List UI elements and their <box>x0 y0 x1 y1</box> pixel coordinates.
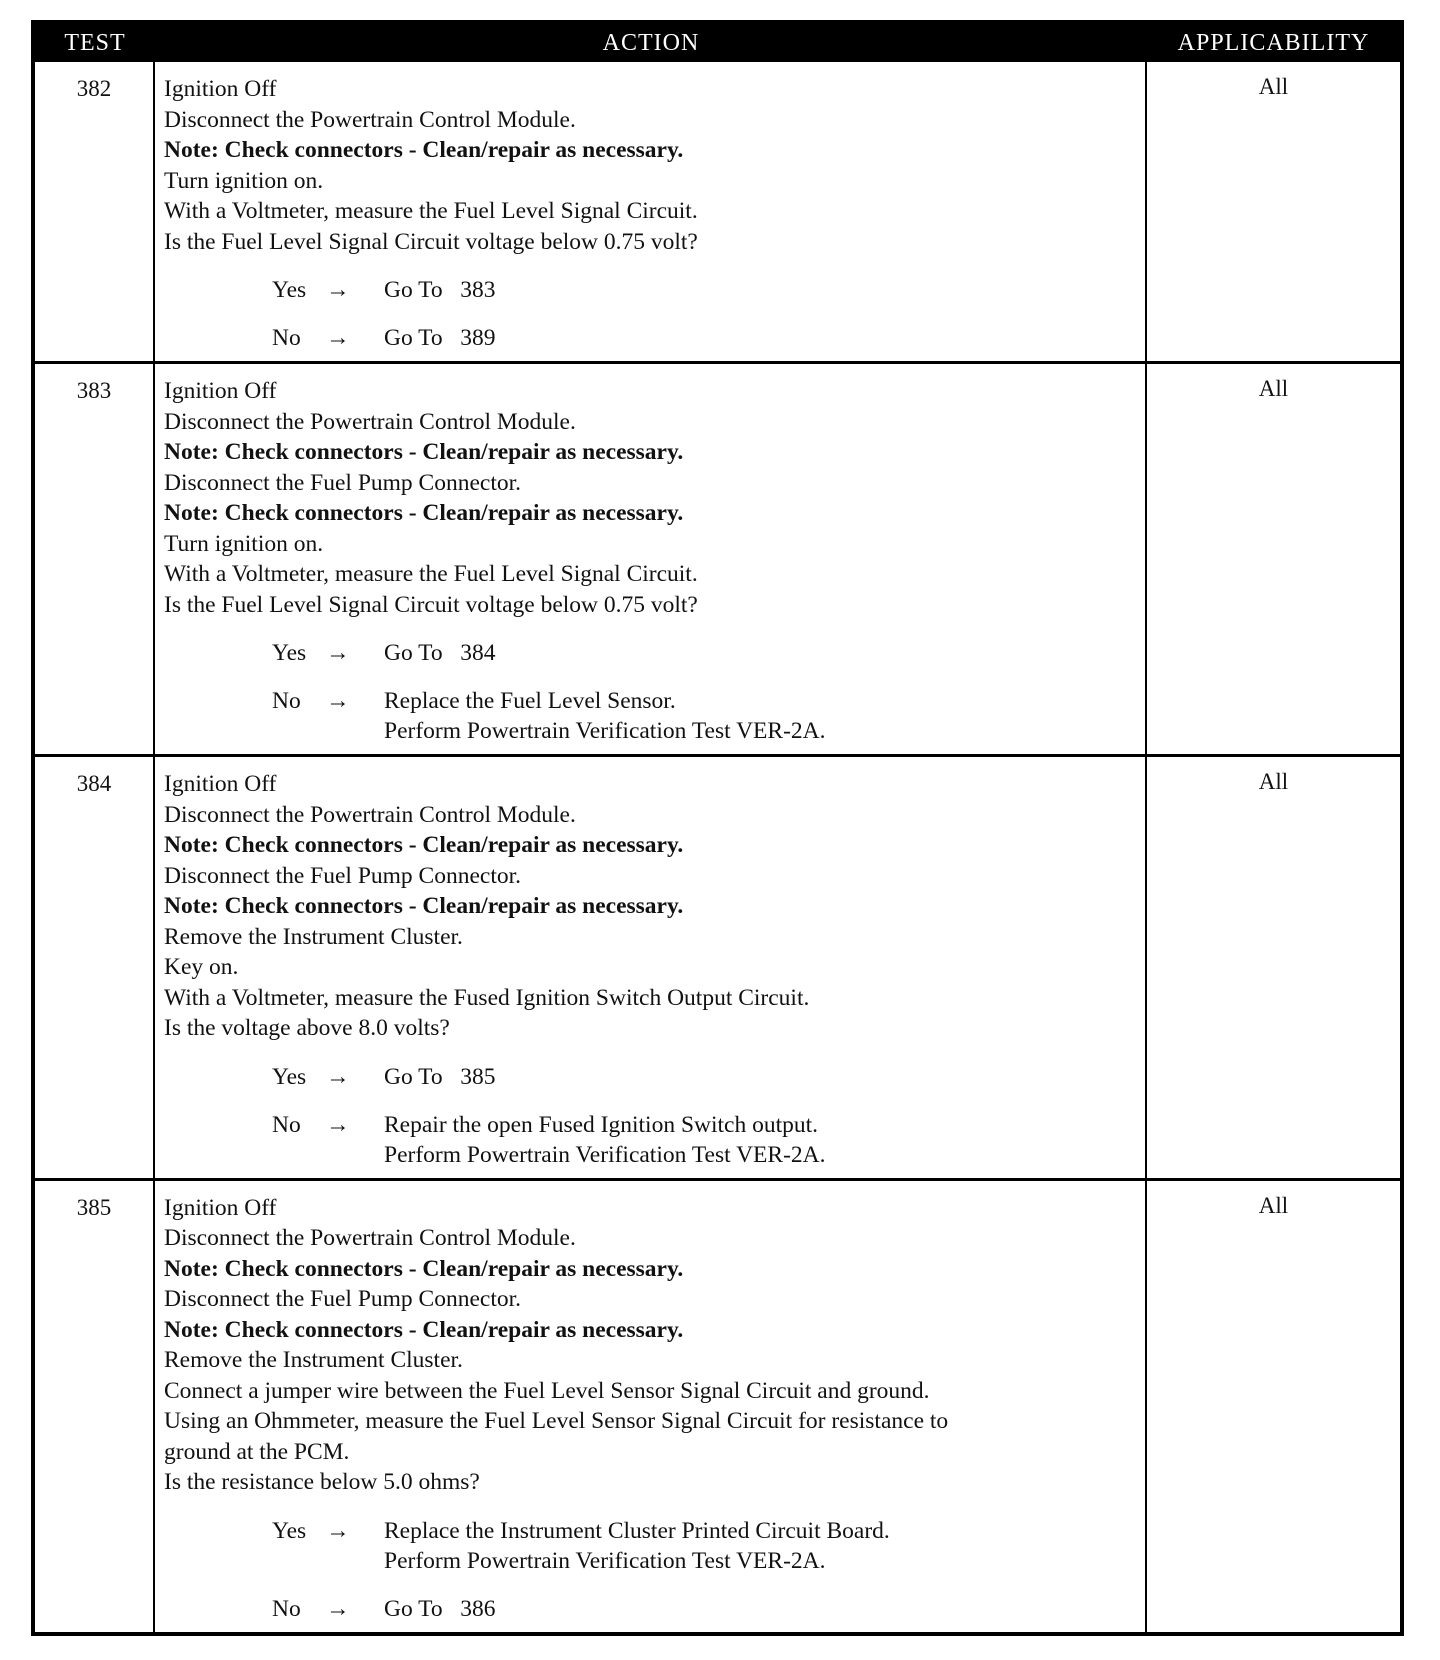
table-row <box>35 1178 1400 1632</box>
action-step: Turn ignition on. <box>164 167 324 194</box>
action-step: With a Voltmeter, measure the Fuel Level Signal Circuit. <box>164 561 698 587</box>
action-step: Is the resistance below 5.0 ohms? <box>164 1469 480 1495</box>
outcome-result <box>384 1062 1137 1092</box>
outcome-yes <box>164 1062 1137 1092</box>
action-step: Turn ignition on. <box>164 530 324 557</box>
action-note: Note: Check connectors - Clean/repair as necessary. <box>164 439 684 465</box>
action-step: Disconnect the Fuel Pump Connector. <box>164 1286 522 1312</box>
outcome-result-line: Perform Powertrain Verification Test VER-2A. <box>384 1141 826 1168</box>
action-step: Ignition Off <box>164 378 277 404</box>
action-step: Disconnect the Powertrain Control Module. <box>164 801 576 828</box>
action-note: Note: Check connectors - Clean/repair as necessary. <box>164 832 684 858</box>
outcome-label: Yes <box>272 1063 307 1090</box>
applicability-value: All <box>1258 769 1289 794</box>
action-step: Ignition Off <box>164 76 277 102</box>
action-step: Ignition Off <box>164 1194 277 1221</box>
outcome-result <box>384 275 1137 305</box>
action-step: With a Voltmeter, measure the Fused Ignition Switch Output Circuit. <box>164 984 810 1011</box>
action-note: Note: Check connectors - Clean/repair as necessary. <box>164 1255 684 1282</box>
outcome-no <box>164 1594 1137 1624</box>
action-cell <box>155 364 1147 754</box>
applicability-value: All <box>1258 74 1289 99</box>
outcome-label: No <box>272 1595 301 1622</box>
action-step: Disconnect the Fuel Pump Connector. <box>164 469 522 496</box>
outcome-label: Yes <box>272 640 307 666</box>
outcome-result-line: Go To 389 <box>384 325 496 351</box>
test-number: 384 <box>35 757 155 1178</box>
action-note: Note: Check connectors - Clean/repair as necessary. <box>164 1316 684 1343</box>
applicability-value: All <box>1258 376 1289 401</box>
action-note: Note: Check connectors - Clean/repair as necessary. <box>164 500 684 526</box>
test-number: 382 <box>35 62 155 361</box>
outcome-result-line: Repair the open Fused Ignition Switch output. <box>384 1111 819 1138</box>
arrow-right-icon: → <box>326 1595 350 1622</box>
arrow-right-icon: → <box>326 1111 350 1138</box>
outcome-label: No <box>272 688 301 714</box>
outcome-result <box>384 1516 1137 1576</box>
header-applicability: APPLICABILITY <box>1177 29 1370 56</box>
outcome-result-line: Go To 383 <box>384 277 496 303</box>
outcome-result <box>384 323 1137 353</box>
action-step: Ignition Off <box>164 771 277 797</box>
outcome-no <box>164 1110 1137 1170</box>
header-action: ACTION <box>602 29 700 56</box>
action-step: Connect a jumper wire between the Fuel Level Sensor Signal Circuit and ground. <box>164 1377 930 1404</box>
action-step: Disconnect the Powertrain Control Module. <box>164 408 576 435</box>
arrow-right-icon: → <box>326 325 350 351</box>
action-note: Note: Check connectors - Clean/repair as necessary. <box>164 137 684 163</box>
outcome-label: Yes <box>272 277 307 303</box>
table-row <box>35 754 1400 1178</box>
action-note: Note: Check connectors - Clean/repair as necessary. <box>164 893 684 919</box>
action-step: Disconnect the Fuel Pump Connector. <box>164 862 522 889</box>
action-step: Remove the Instrument Cluster. <box>164 923 463 950</box>
outcome-yes <box>164 1516 1137 1576</box>
action-step: Is the Fuel Level Signal Circuit voltage below 0.75 volt? <box>164 591 698 618</box>
outcome-result-line: Replace the Fuel Level Sensor. <box>384 688 676 714</box>
outcome-label: No <box>272 1111 301 1138</box>
table-row <box>35 62 1400 361</box>
arrow-right-icon: → <box>326 688 350 714</box>
action-step: Disconnect the Powertrain Control Module. <box>164 1225 576 1251</box>
action-step: With a Voltmeter, measure the Fuel Level Signal Circuit. <box>164 198 698 224</box>
outcome-result-line: Go To 384 <box>384 640 496 666</box>
diagnostic-test-table <box>31 20 1404 1636</box>
test-number: 385 <box>35 1181 155 1632</box>
outcome-label: Yes <box>272 1517 307 1544</box>
table-body <box>35 62 1400 1632</box>
header-test: TEST <box>64 29 126 56</box>
outcome-result-line: Go To 386 <box>384 1595 496 1622</box>
outcome-result-line: Replace the Instrument Cluster Printed Circuit Board. <box>384 1517 890 1544</box>
outcome-result-line: Perform Powertrain Verification Test VER-2A. <box>384 1547 826 1574</box>
action-step: Key on. <box>164 954 239 980</box>
table-row <box>35 361 1400 754</box>
outcome-result-line: Perform Powertrain Verification Test VER-2A. <box>384 718 826 744</box>
outcome-no <box>164 686 1137 746</box>
table-header <box>35 24 1400 62</box>
outcome-result <box>384 638 1137 668</box>
action-step: Remove the Instrument Cluster. <box>164 1347 463 1373</box>
outcome-result <box>384 686 1137 746</box>
outcome-label: No <box>272 325 301 351</box>
action-step: Using an Ohmmeter, measure the Fuel Level Sensor Signal Circuit for resistance to <box>164 1408 949 1434</box>
action-cell <box>155 1181 1147 1632</box>
action-step: Is the voltage above 8.0 volts? <box>164 1015 450 1041</box>
outcome-yes <box>164 275 1137 305</box>
arrow-right-icon: → <box>326 1517 350 1544</box>
outcome-result-line: Go To 385 <box>384 1063 496 1090</box>
action-cell <box>155 757 1147 1178</box>
outcome-no <box>164 323 1137 353</box>
action-step: Is the Fuel Level Signal Circuit voltage below 0.75 volt? <box>164 228 698 255</box>
arrow-right-icon: → <box>326 1063 350 1090</box>
arrow-right-icon: → <box>326 640 350 666</box>
test-number: 383 <box>35 364 155 754</box>
action-cell <box>155 62 1147 361</box>
outcome-result <box>384 1110 1137 1170</box>
arrow-right-icon: → <box>326 277 350 303</box>
outcome-yes <box>164 638 1137 668</box>
applicability-value: All <box>1258 1192 1289 1218</box>
outcome-result <box>384 1594 1137 1624</box>
action-step: ground at the PCM. <box>164 1438 350 1465</box>
action-step: Disconnect the Powertrain Control Module. <box>164 106 576 133</box>
